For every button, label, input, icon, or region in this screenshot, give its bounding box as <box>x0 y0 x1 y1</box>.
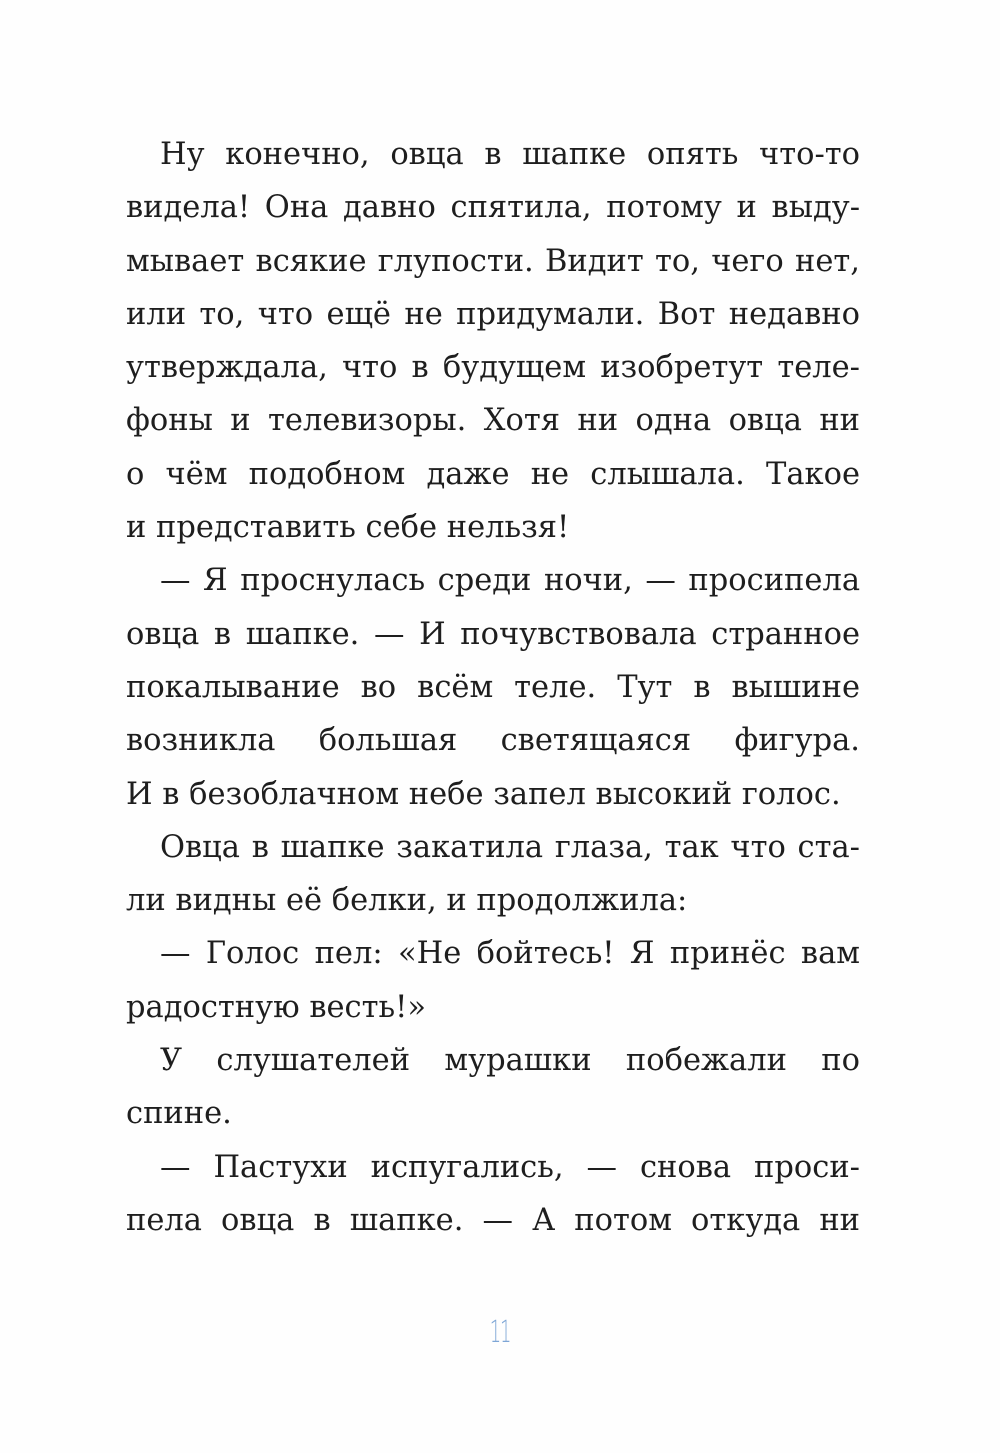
text-line: покалывание во всём теле. Тут в вышине <box>126 669 860 705</box>
page-number: 11 <box>489 1315 511 1350</box>
text-line: ли видны её белки, и продолжила: <box>126 883 688 919</box>
text-line: фоны и телевизоры. Хотя ни одна овца ни <box>126 403 860 439</box>
text-line: утверждала, что в будущем изобретут теле- <box>126 350 860 386</box>
text-line: — Я проснулась среди ночи, — просипела <box>160 563 860 599</box>
text-line: возникла большая светящаяся фигура. <box>126 723 860 759</box>
text-line: — Пастухи испугались, — снова проси- <box>160 1149 860 1185</box>
text-line: — Голос пел: «Не бойтесь! Я принёс вам <box>160 936 860 972</box>
text-line: Ну конечно, овца в шапке опять что-то <box>160 137 860 172</box>
text-line: или то, что ещё не придумали. Вот недавно <box>126 296 860 332</box>
text-line: овца в шапке. — И почувствовала странное <box>126 616 860 652</box>
text-line: о чём подобном даже не слышала. Такое <box>126 456 860 492</box>
text-line: спине. <box>126 1096 232 1132</box>
body-text <box>126 128 860 1247</box>
text-line: радостную весть!» <box>126 989 427 1025</box>
text-line: и представить себе нельзя! <box>126 510 570 546</box>
text-line: мывает всякие глупости. Видит то, чего нет, <box>126 243 860 279</box>
text-line: И в безоблачном небе запел высокий голос. <box>126 776 841 812</box>
text-line: пела овца в шапке. — А потом откуда ни <box>126 1202 860 1238</box>
text-line: У слушателей мурашки побежали по <box>160 1043 860 1079</box>
text-line: видела! Она давно спятила, потому и выду- <box>126 190 860 226</box>
text-line: Овца в шапке закатила глаза, так что ста- <box>160 829 860 865</box>
